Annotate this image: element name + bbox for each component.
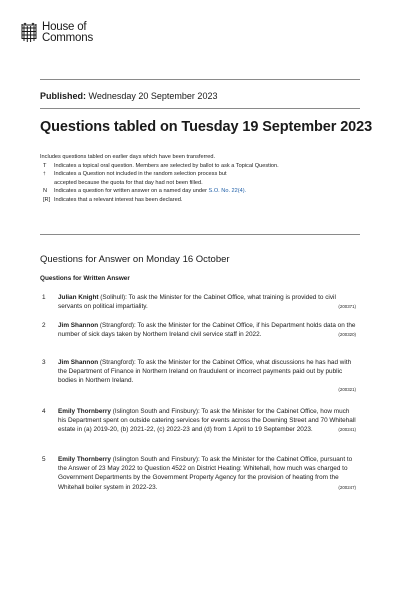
question-text: To ask the Minister for the Cabinet Office, what training is provided to civil servants on political impartiality. [58,294,336,311]
member-name: Emily Thornberry [58,456,111,463]
standing-order-link[interactable]: S.O. No. 22(4). [208,188,247,195]
question-item [40,407,360,435]
section-subtitle: Questions for Written Answer [40,275,130,282]
legend-symbol: T [43,162,47,169]
legend-symbol: † [43,171,46,177]
section-title: Questions for Answer on Monday 16 October [40,254,230,265]
question-item [40,293,360,311]
legend-symbol [40,179,54,188]
question-number: 4 [42,408,46,415]
question-text: To ask the Minister for the Cabinet Office, how much his Department spent on outside catering services for events across the Downing Street and 70 Whitehall estate in (a) 2019-20, (b) 2021-22, (c) 2022-23 and (d) from 1 April to 19 September 2023. [58,408,356,434]
member-name: Jim Shannon [58,359,99,366]
question-item [40,321,360,339]
logo-line-1: House of [42,21,87,33]
question-reference: (200247) [338,484,356,490]
published-date: Wednesday 20 September 2023 [88,91,218,101]
member-constituency: (Islington South and Finsbury): [110,456,200,463]
legend [40,153,360,205]
legend-item [40,179,360,188]
member-name: Jim Shannon [58,322,99,329]
legend-text: Indicates that a relevant interest has been declared. [54,196,183,203]
question-item [40,455,360,492]
legend-item [40,162,360,171]
legend-text: accepted because the quota for that day had not been filled. [54,179,203,186]
question-number: 5 [42,456,46,463]
published-line [40,91,217,101]
legend-symbol: N [43,188,48,195]
question-number: 1 [42,294,46,301]
legend-text: Indicates a question for written answer on a named day under [54,188,209,195]
published-label: Published: [40,91,87,101]
member-name: Julian Knight [58,294,99,301]
question-reference: (200371) [338,304,356,310]
member-constituency: (Solihull): [98,294,127,301]
member-constituency: (Islington South and Finsbury): [110,408,200,415]
legend-text: Indicates a topical oral question. Members are selected by ballot to ask a Topical Question. [54,162,279,169]
legend-symbol: [R] [43,196,51,203]
page-title: Questions tabled on Tuesday 19 September 2023 [40,119,373,135]
member-name: Emily Thornberry [58,408,111,415]
legend-item [40,196,360,205]
divider-bottom [40,234,360,235]
question-item [40,358,360,395]
question-number: 2 [42,322,46,329]
divider-middle [40,108,360,109]
member-constituency: (Strangford): [98,322,136,329]
question-text: To ask the Minister for the Cabinet Office, what discussions he has had with the Department of Finance in Northern Ireland on fraudulent or incorrect payments paid out by public bodies in Northern Ireland. [58,359,352,385]
question-reference: (200241) [338,427,356,433]
legend-item [40,187,360,196]
question-reference: (200321) [338,387,356,393]
question-text: To ask the Minister for the Cabinet Office, if his Department holds data on the number of sick days taken by Northern Ireland civil service staff in 2022. [58,322,356,339]
question-reference: (200320) [338,332,356,338]
member-constituency: (Strangford): [98,359,136,366]
divider-top [40,79,360,80]
legend-intro: Includes questions tabled on earlier days which have been transferred. [40,154,216,160]
question-text: To ask the Minister for the Cabinet Office, pursuant to the Answer of 23 May 2022 to Question 4522 on District Heating: Whitehall, how much was charged to Government Departments by the Government Property Agency for the provision of heating from the Whitehall boiler system in 2022-23. [58,456,353,491]
question-number: 3 [42,359,46,366]
logo-line-2: Commons [42,32,94,44]
portcullis-icon [20,22,38,44]
legend-text: Indicates a Question not included in the random selection process but [54,171,227,178]
legend-item [40,170,360,179]
house-of-commons-logo [20,22,93,44]
